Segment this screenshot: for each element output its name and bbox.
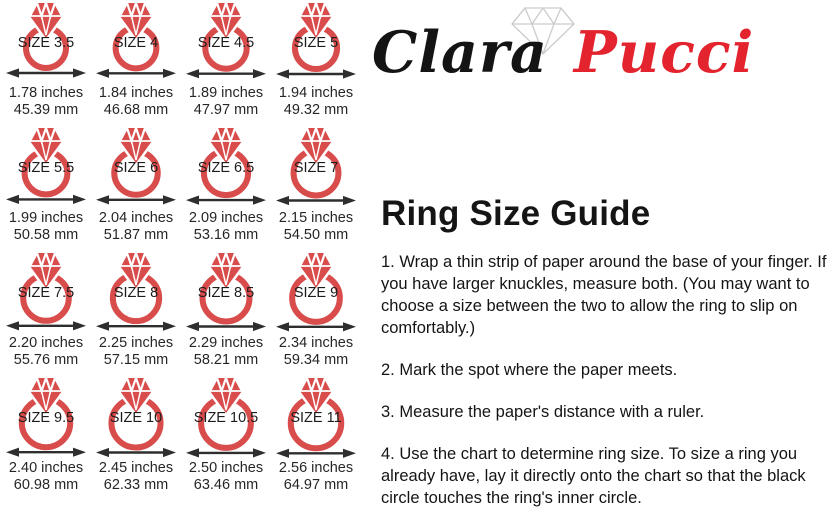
ring-inches: 2.29 inches bbox=[188, 335, 264, 351]
brand-name bbox=[372, 19, 754, 86]
ring-measurements bbox=[279, 460, 353, 493]
ring-size-cell bbox=[271, 125, 361, 250]
ring-mm: 59.34 mm bbox=[283, 351, 349, 368]
ring-size-cell bbox=[1, 250, 91, 375]
ring-size-cell bbox=[181, 125, 271, 250]
ring-size-cell bbox=[271, 375, 361, 500]
ring-size-cell bbox=[271, 0, 361, 125]
ring-illustration bbox=[271, 250, 361, 334]
ring-mm: 64.97 mm bbox=[283, 476, 349, 493]
ring-mm: 54.50 mm bbox=[283, 226, 349, 243]
ring-measurements bbox=[9, 335, 83, 368]
instruction-step-1: 1. Wrap a thin strip of paper around the base of your finger. If you have larger knuckles, measure both. (You may want to choose a size between the two to allow the ring to slip on comfortably.) bbox=[381, 253, 827, 337]
instruction-step-4: 4. Use the chart to determine ring size. To size a ring you already have, lay it directly onto the chart so that the black circle touches the ring's inner circle. bbox=[381, 445, 806, 507]
ring-illustration bbox=[181, 0, 271, 84]
ring-illustration bbox=[181, 125, 271, 209]
ring-measurements bbox=[189, 460, 263, 493]
ring-mm: 50.58 mm bbox=[13, 226, 79, 243]
ring-illustration bbox=[271, 0, 361, 84]
ring-illustration bbox=[181, 375, 271, 459]
ring-mm: 57.15 mm bbox=[103, 351, 169, 368]
ring-mm: 47.97 mm bbox=[193, 101, 259, 118]
ring-mm: 58.21 mm bbox=[193, 351, 259, 368]
ring-measurements bbox=[279, 335, 353, 368]
ring-measurements bbox=[189, 210, 263, 243]
ring-size-cell bbox=[271, 250, 361, 375]
ring-mm: 45.39 mm bbox=[13, 101, 79, 118]
ring-measurements bbox=[9, 460, 83, 493]
ring-size-grid bbox=[1, 0, 361, 500]
ring-illustration bbox=[91, 375, 181, 459]
ring-inches: 2.40 inches bbox=[8, 460, 84, 476]
ring-size-label: SIZE 10 bbox=[109, 410, 163, 426]
ring-illustration bbox=[91, 0, 181, 84]
ring-size-label: SIZE 8.5 bbox=[197, 285, 255, 301]
ring-size-label: SIZE 6.5 bbox=[197, 160, 255, 176]
ring-size-label: SIZE 9 bbox=[293, 285, 339, 301]
ring-inches: 1.89 inches bbox=[188, 85, 264, 101]
ring-size-label: SIZE 11 bbox=[290, 410, 342, 426]
ring-measurements bbox=[189, 335, 263, 368]
ring-mm: 63.46 mm bbox=[193, 476, 259, 493]
ring-inches: 1.94 inches bbox=[278, 85, 354, 101]
ring-inches: 2.04 inches bbox=[98, 210, 174, 226]
ring-size-cell bbox=[91, 375, 181, 500]
instruction-step-3: 3. Measure the paper's distance with a ruler. bbox=[381, 403, 705, 421]
ring-mm: 60.98 mm bbox=[13, 476, 79, 493]
ring-size-label: SIZE 10.5 bbox=[193, 410, 259, 426]
ring-illustration bbox=[181, 250, 271, 334]
ring-size-label: SIZE 4 bbox=[113, 35, 159, 51]
brand-logo bbox=[370, 5, 835, 110]
ring-inches: 2.45 inches bbox=[98, 460, 174, 476]
ring-size-cell bbox=[1, 0, 91, 125]
ring-measurements bbox=[279, 85, 353, 118]
ring-size-label: SIZE 6 bbox=[113, 160, 159, 176]
ring-illustration bbox=[1, 375, 91, 459]
ring-size-label: SIZE 7 bbox=[293, 160, 339, 176]
brand-word-clara: Clara bbox=[372, 19, 548, 86]
ring-mm: 51.87 mm bbox=[103, 226, 169, 243]
ring-size-cell bbox=[181, 0, 271, 125]
brand-word-pucci: Pucci bbox=[573, 19, 755, 86]
ring-inches: 2.15 inches bbox=[278, 210, 354, 226]
ring-size-label: SIZE 8 bbox=[113, 285, 159, 301]
ring-mm: 49.32 mm bbox=[283, 101, 349, 118]
ring-size-cell bbox=[1, 375, 91, 500]
ring-size-label: SIZE 4.5 bbox=[197, 35, 255, 51]
ring-size-label: SIZE 9.5 bbox=[17, 410, 75, 426]
ring-illustration bbox=[271, 375, 361, 459]
page-title: Ring Size Guide bbox=[381, 194, 651, 233]
ring-measurements bbox=[9, 210, 83, 243]
ring-illustration bbox=[91, 250, 181, 334]
ring-illustration bbox=[1, 125, 91, 209]
instruction-step-2: 2. Mark the spot where the paper meets. bbox=[381, 361, 678, 379]
ring-measurements bbox=[279, 210, 353, 243]
ring-size-cell bbox=[91, 125, 181, 250]
ring-illustration bbox=[271, 125, 361, 209]
ring-size-cell bbox=[91, 250, 181, 375]
ring-illustration bbox=[1, 250, 91, 334]
ring-size-label: SIZE 5 bbox=[293, 35, 339, 51]
ring-inches: 2.50 inches bbox=[188, 460, 264, 476]
ring-measurements bbox=[189, 85, 263, 118]
ring-measurements bbox=[9, 85, 83, 118]
ring-inches: 2.25 inches bbox=[98, 335, 174, 351]
ring-inches: 1.78 inches bbox=[8, 85, 84, 101]
ring-inches: 2.34 inches bbox=[278, 335, 354, 351]
ring-inches: 2.09 inches bbox=[188, 210, 264, 226]
ring-mm: 62.33 mm bbox=[103, 476, 169, 493]
ring-size-cell bbox=[91, 0, 181, 125]
ring-size-label: SIZE 3.5 bbox=[17, 35, 75, 51]
ring-mm: 46.68 mm bbox=[103, 101, 169, 118]
ring-mm: 55.76 mm bbox=[13, 351, 79, 368]
ring-inches: 2.56 inches bbox=[278, 460, 354, 476]
ring-measurements bbox=[99, 85, 173, 118]
ring-measurements bbox=[99, 460, 173, 493]
ring-size-cell bbox=[1, 125, 91, 250]
ring-measurements bbox=[99, 335, 173, 368]
ring-illustration bbox=[1, 0, 91, 84]
ring-inches: 2.20 inches bbox=[8, 335, 84, 351]
ring-size-label: SIZE 5.5 bbox=[17, 160, 75, 176]
ring-inches: 1.84 inches bbox=[98, 85, 174, 101]
ring-size-cell bbox=[181, 250, 271, 375]
ring-mm: 53.16 mm bbox=[193, 226, 259, 243]
instruction-list bbox=[381, 251, 837, 529]
ring-size-label: SIZE 7.5 bbox=[17, 285, 75, 301]
ring-illustration bbox=[91, 125, 181, 209]
ring-size-cell bbox=[181, 375, 271, 500]
ring-measurements bbox=[99, 210, 173, 243]
ring-inches: 1.99 inches bbox=[8, 210, 84, 226]
